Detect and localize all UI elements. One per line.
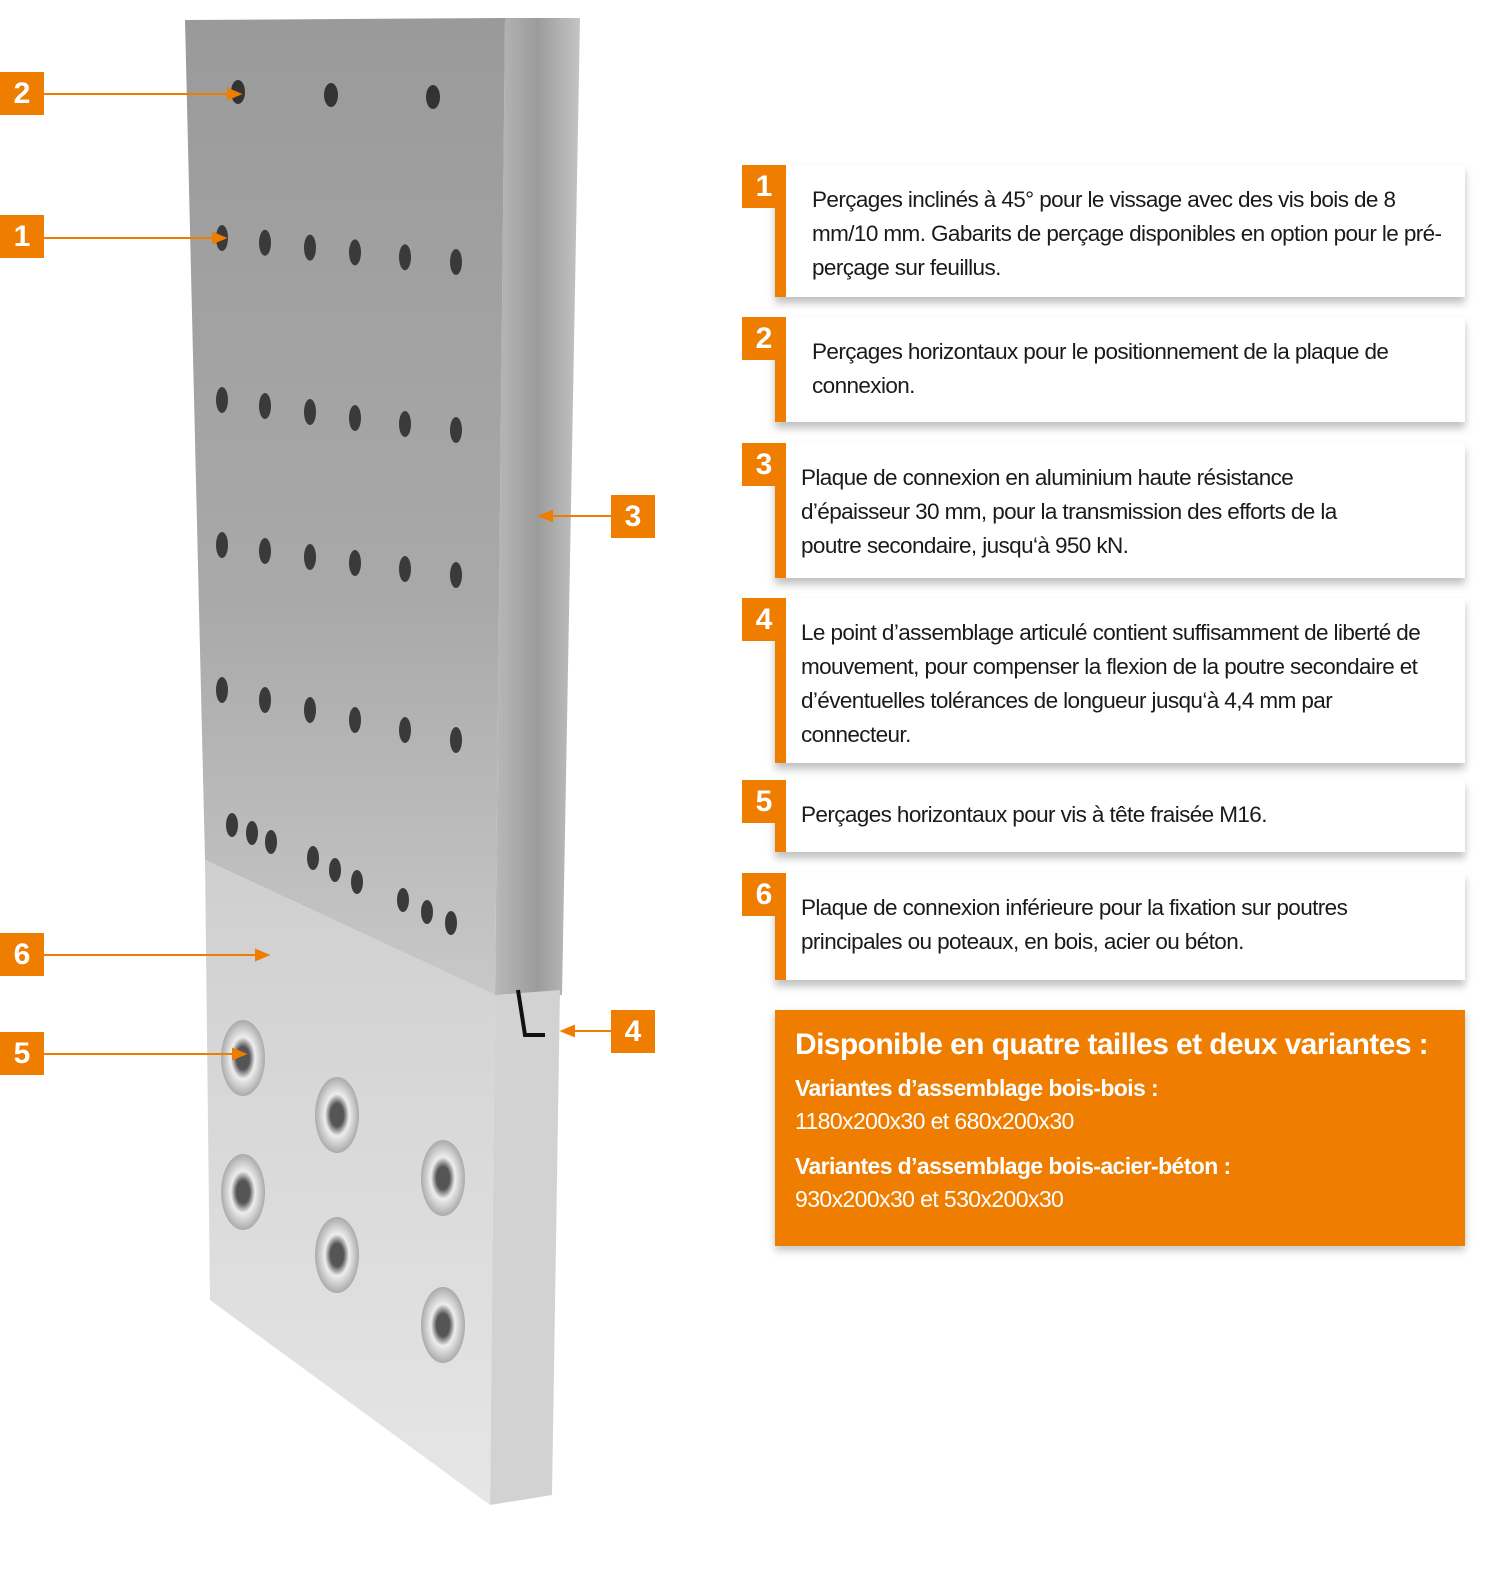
callout-text: Perçages horizontaux pour le positionnement de la plaque de connexion. <box>812 339 1389 398</box>
inclined-hole <box>259 230 271 256</box>
inclined-hole <box>259 538 271 564</box>
inclined-hole <box>216 532 228 558</box>
inclined-hole <box>445 911 457 935</box>
label-2: 2 <box>0 72 44 115</box>
countersunk-hole <box>421 1287 465 1363</box>
inclined-hole <box>304 544 316 570</box>
horizontal-hole <box>426 85 440 109</box>
inclined-hole <box>397 888 409 912</box>
callout-text: Le point d’assemblage articulé contient suffisamment de liberté de mouvement, pour compenser la flexion de la poutre secondaire et d’éventuelles tolérances de longueur jusqu‘à 4,4 mm par connecteur. <box>801 620 1421 747</box>
inclined-hole <box>399 717 411 743</box>
inclined-hole <box>450 727 462 753</box>
callout-text: Perçages inclinés à 45° pour le vissage avec des vis bois de 8 mm/10 mm. Gabarits de perçage disponibles en option pour le pré-perçage sur feuillus. <box>812 187 1442 280</box>
callout-number: 6 <box>742 873 786 916</box>
inclined-hole <box>304 235 316 261</box>
variant-title: Variantes d’assemblage bois-acier-béton : <box>795 1153 1231 1179</box>
inclined-hole <box>351 870 363 894</box>
label-5: 5 <box>0 1032 44 1075</box>
callout-text: Plaque de connexion en aluminium haute résistance d’épaisseur 30 mm, pour la transmission des efforts de la poutre secondaire, jusqu‘à 950 kN. <box>801 465 1337 558</box>
availability-heading: Disponible en quatre tailles et deux variantes : <box>795 1028 1429 1061</box>
label-6: 6 <box>0 933 44 976</box>
inclined-hole <box>450 562 462 588</box>
inclined-hole <box>349 550 361 576</box>
callout-number: 4 <box>742 598 786 641</box>
inclined-hole <box>349 707 361 733</box>
availability-box <box>775 1010 1465 1246</box>
callout-number: 1 <box>742 165 786 208</box>
inclined-hole <box>216 677 228 703</box>
inclined-hole <box>226 813 238 837</box>
callout-text: Plaque de connexion inférieure pour la fixation sur poutres principales ou poteaux, en bois, acier ou béton. <box>801 895 1348 954</box>
arrowhead-icon <box>562 1026 574 1036</box>
callout-4 <box>755 598 1465 763</box>
inclined-hole <box>349 239 361 265</box>
top-plate-front <box>185 18 505 995</box>
callout-5 <box>755 780 1465 852</box>
label-4: 4 <box>611 1010 655 1053</box>
inclined-hole <box>450 417 462 443</box>
inclined-hole <box>216 387 228 413</box>
inclined-hole <box>304 399 316 425</box>
callout-number: 3 <box>742 443 786 486</box>
inclined-hole <box>399 244 411 270</box>
top-plate-side <box>495 18 580 995</box>
inclined-hole <box>329 858 341 882</box>
callout-number: 2 <box>742 317 786 360</box>
inclined-hole <box>246 821 258 845</box>
countersunk-hole <box>221 1154 265 1230</box>
aluminium-connector-plate-illustration <box>0 0 700 1578</box>
variant-title: Variantes d’assemblage bois-bois : <box>795 1075 1159 1101</box>
inclined-hole <box>265 830 277 854</box>
callout-1 <box>755 165 1465 297</box>
label-3: 3 <box>611 495 655 538</box>
inclined-hole <box>307 846 319 870</box>
inclined-hole <box>450 249 462 275</box>
inclined-hole <box>421 900 433 924</box>
callout-number: 5 <box>742 780 786 823</box>
callout-2 <box>755 317 1465 422</box>
inclined-hole <box>399 556 411 582</box>
variant-sizes: 1180x200x30 et 680x200x30 <box>795 1108 1074 1134</box>
inclined-hole <box>399 411 411 437</box>
countersunk-hole <box>221 1020 265 1096</box>
callout-6 <box>755 873 1465 980</box>
callout-text: Perçages horizontaux pour vis à tête fraisée M16. <box>801 802 1267 827</box>
inclined-hole <box>349 405 361 431</box>
inclined-hole <box>259 393 271 419</box>
bottom-plate-side <box>490 990 560 1505</box>
callout-3 <box>755 443 1465 578</box>
countersunk-hole <box>315 1217 359 1293</box>
label-1: 1 <box>0 215 44 258</box>
inclined-hole <box>304 697 316 723</box>
variant-sizes: 930x200x30 et 530x200x30 <box>795 1186 1064 1212</box>
countersunk-hole <box>315 1077 359 1153</box>
horizontal-hole <box>324 83 338 107</box>
inclined-hole <box>259 687 271 713</box>
countersunk-hole <box>421 1140 465 1216</box>
